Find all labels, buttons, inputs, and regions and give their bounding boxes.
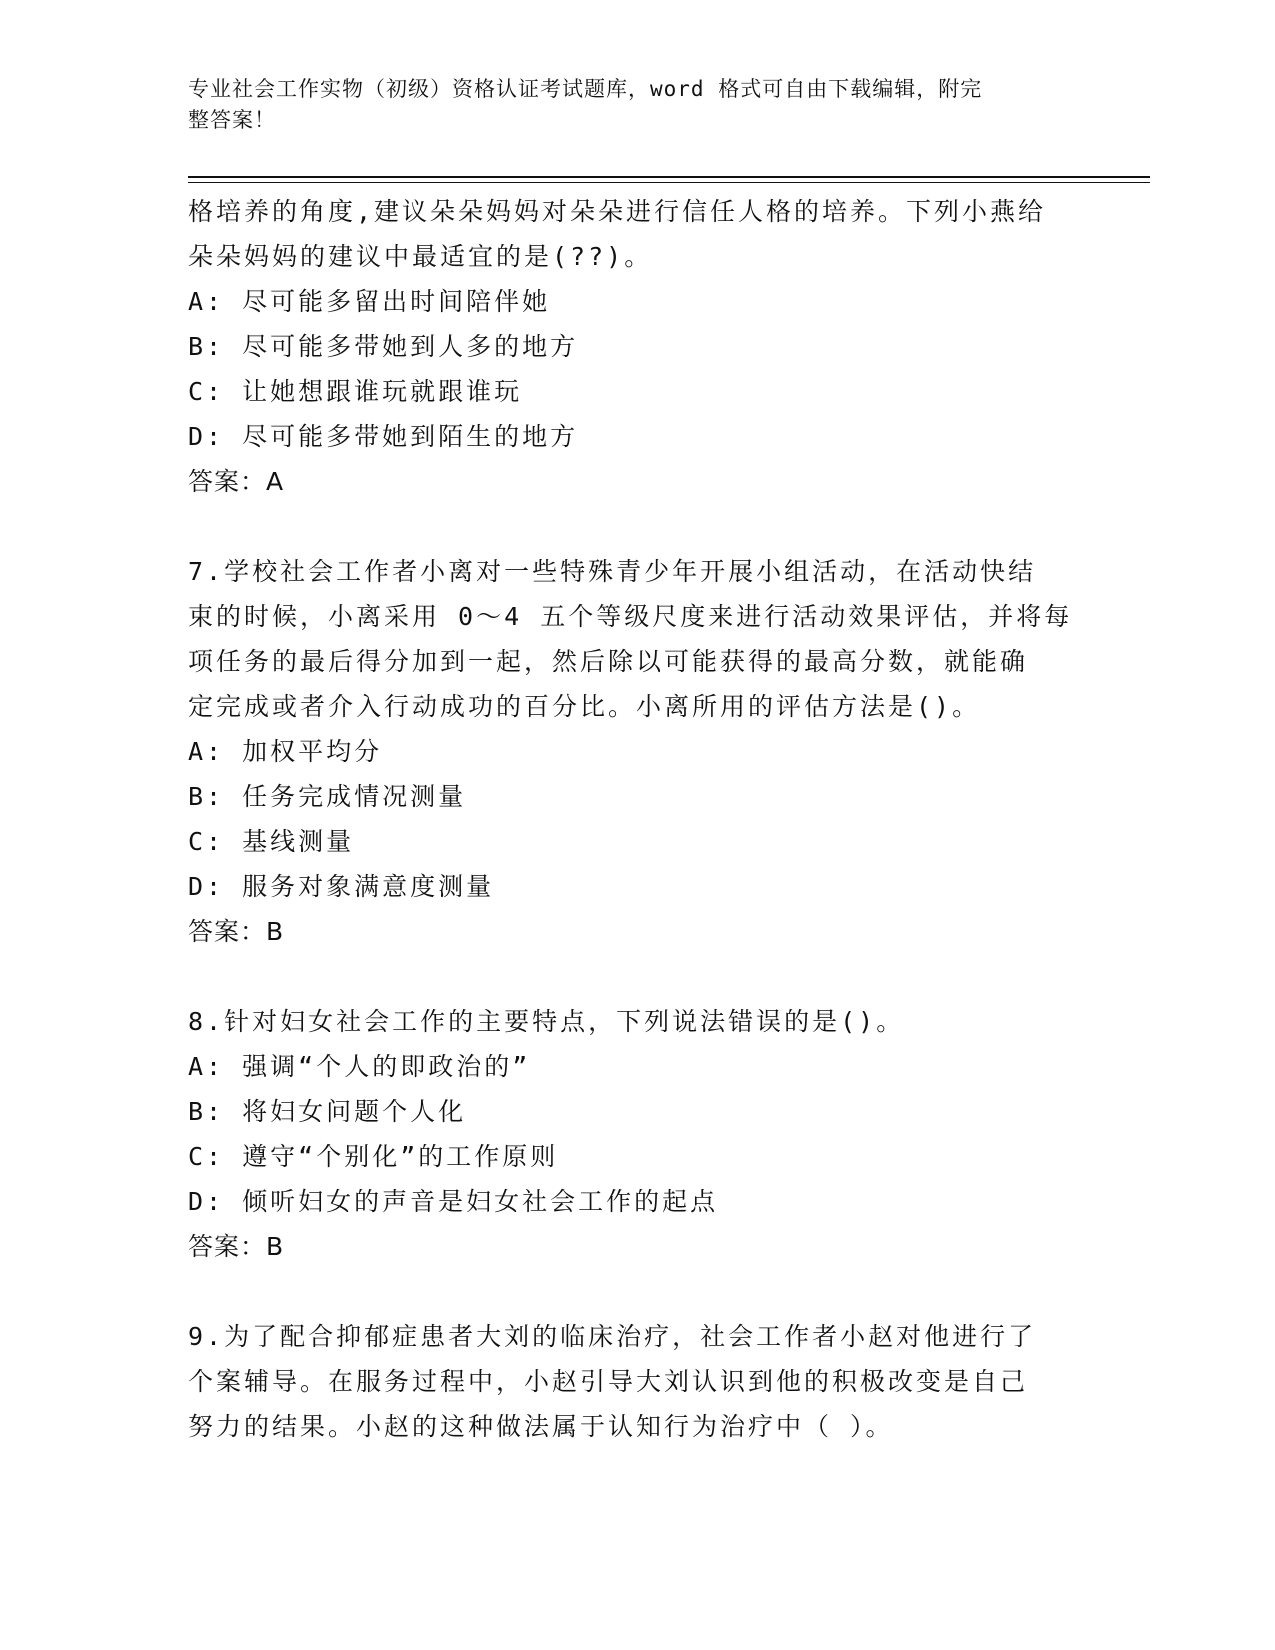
- question-7: [188, 549, 1088, 954]
- option-b: B: 将妇女问题个人化: [188, 1097, 467, 1126]
- option-d: D: 尽可能多带她到陌生的地方: [188, 422, 579, 451]
- question-9: [188, 1314, 1088, 1449]
- question-stem-line: 个案辅导。在服务过程中，小赵引导大刘认识到他的积极改变是自己: [188, 1367, 1029, 1396]
- answer-line: 答案：B: [188, 1232, 285, 1261]
- question-6: [188, 189, 1088, 504]
- option-a: A: 加权平均分: [188, 737, 383, 766]
- spacer: [188, 954, 1088, 999]
- option-c: C: 基线测量: [188, 827, 355, 856]
- question-stem-line: 定完成或者介入行动成功的百分比。小离所用的评估方法是()。: [188, 692, 981, 721]
- option-c: C: 让她想跟谁玩就跟谁玩: [188, 377, 523, 406]
- question-stem-line: 束的时候，小离采用 0～4 五个等级尺度来进行活动效果评估，并将每: [188, 602, 1073, 631]
- question-stem-line: 7.学校社会工作者小离对一些特殊青少年开展小组活动，在活动快结: [188, 557, 1037, 586]
- header-rule-thin: [188, 182, 1150, 183]
- header-line: 整答案！: [188, 108, 276, 132]
- answer-line: 答案：A: [188, 467, 285, 496]
- question-stem-line: 9.为了配合抑郁症患者大刘的临床治疗，社会工作者小赵对他进行了: [188, 1322, 1037, 1351]
- document-body: [188, 189, 1088, 1449]
- option-b: B: 任务完成情况测量: [188, 782, 467, 811]
- header-line: 专业社会工作实物（初级）资格认证考试题库，word 格式可自由下载编辑，附完: [188, 77, 983, 101]
- option-a: A: 尽可能多留出时间陪伴她: [188, 287, 551, 316]
- question-stem-line: 格培养的角度,建议朵朵妈妈对朵朵进行信任人格的培养。下列小燕给: [188, 197, 1047, 226]
- page-header: [188, 74, 1088, 136]
- spacer: [188, 504, 1088, 549]
- option-d: D: 服务对象满意度测量: [188, 872, 495, 901]
- option-d: D: 倾听妇女的声音是妇女社会工作的起点: [188, 1187, 719, 1216]
- question-stem-line: 8.针对妇女社会工作的主要特点，下列说法错误的是()。: [188, 1007, 905, 1036]
- question-stem-line: 努力的结果。小赵的这种做法属于认知行为治疗中（ ）。: [188, 1412, 894, 1441]
- option-b: B: 尽可能多带她到人多的地方: [188, 332, 579, 361]
- header-rule-thick: [188, 176, 1150, 178]
- question-stem-line: 朵朵妈妈的建议中最适宜的是(??)。: [188, 242, 653, 271]
- spacer: [188, 1269, 1088, 1314]
- question-stem-line: 项任务的最后得分加到一起，然后除以可能获得的最高分数，就能确: [188, 647, 1029, 676]
- question-8: [188, 999, 1088, 1269]
- option-c: C: 遵守“个别化”的工作原则: [188, 1142, 559, 1171]
- option-a: A: 强调“个人的即政治的”: [188, 1052, 531, 1081]
- answer-line: 答案：B: [188, 917, 285, 946]
